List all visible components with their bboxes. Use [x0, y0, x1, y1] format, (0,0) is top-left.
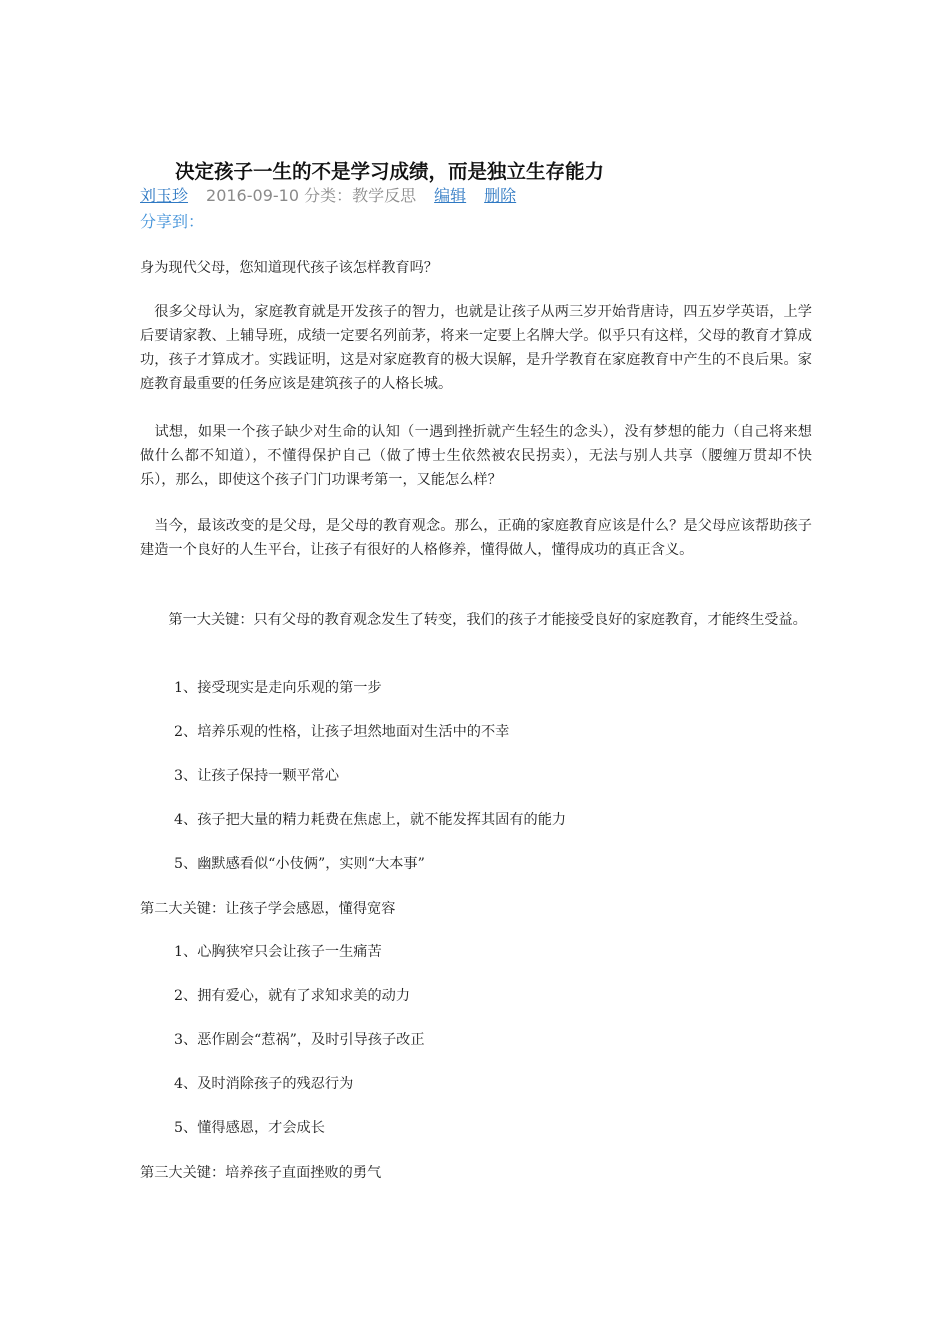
paragraph-4: 当今，最该改变的是父母，是父母的教育观念。那么，正确的家庭教育应该是什么？是父母应该帮助孩子建造一个良好的人生平台，让孩子有很好的人格修养，懂得做人，懂得成功的真正含义。 — [140, 518, 812, 558]
list-item: 2、拥有爱心，就有了求知求美的动力 — [174, 988, 411, 1004]
list-item: 2、培养乐观的性格，让孩子坦然地面对生活中的不幸 — [174, 724, 510, 740]
share-label: 分享到： — [140, 212, 205, 231]
article-title: 决定孩子一生的不是学习成绩，而是独立生存能力 — [175, 160, 605, 183]
edit-link[interactable]: 编辑 — [434, 186, 467, 205]
list-item: 5、懂得感恩，才会成长 — [174, 1120, 325, 1136]
list-item: 3、让孩子保持一颗平常心 — [174, 768, 340, 784]
list-item: 1、接受现实是走向乐观的第一步 — [174, 680, 382, 696]
paragraph-intro: 身为现代父母，您知道现代孩子该怎样教育吗？ — [140, 260, 438, 276]
category-value: 教学反思 — [352, 186, 417, 205]
article-meta — [140, 183, 516, 206]
section-heading-2: 第二大关键：让孩子学会感恩，懂得宽容 — [140, 901, 396, 917]
paragraph-3: 试想，如果一个孩子缺少对生命的认知（一遇到挫折就产生轻生的念头），没有梦想的能力（自己将来想做什么都不知道），不懂得保护自己（做了博士生依然被农民拐卖），无法与别人共享（腰缠万贯却不快乐），那么，即使这个孩子门门功课考第一，又能怎么样？ — [140, 424, 812, 488]
author-link[interactable]: 刘玉珍 — [140, 186, 189, 205]
list-item: 5、幽默感看似“小伎俩”，实则“大本事” — [174, 856, 425, 872]
section-heading-3: 第三大关键：培养孩子直面挫败的勇气 — [140, 1165, 382, 1181]
category-label: 分类： — [304, 186, 353, 205]
list-item: 1、心胸狭窄只会让孩子一生痛苦 — [174, 944, 382, 960]
post-date: 2016-09-10 — [206, 186, 299, 205]
list-item: 4、孩子把大量的精力耗费在焦虑上，就不能发挥其固有的能力 — [174, 812, 567, 828]
delete-link[interactable]: 删除 — [484, 186, 517, 205]
paragraph-2: 很多父母认为，家庭教育就是开发孩子的智力，也就是让孩子从两三岁开始背唐诗，四五岁学英语，上学后要请家教、上辅导班，成绩一定要名列前茅，将来一定要上名牌大学。似乎只有这样，父母的教育才算成功，孩子才算成才。实践证明，这是对家庭教育的极大误解，是升学教育在家庭教育中产生的不良后果。家庭教育最重要的任务应该是建筑孩子的人格长城。 — [140, 304, 812, 392]
list-item: 4、及时消除孩子的残忍行为 — [174, 1076, 354, 1092]
paragraph-key1: 第一大关键：只有父母的教育观念发生了转变，我们的孩子才能接受良好的家庭教育，才能终生受益。 — [140, 612, 807, 628]
list-item: 3、恶作剧会“惹祸”，及时引导孩子改正 — [174, 1032, 425, 1048]
